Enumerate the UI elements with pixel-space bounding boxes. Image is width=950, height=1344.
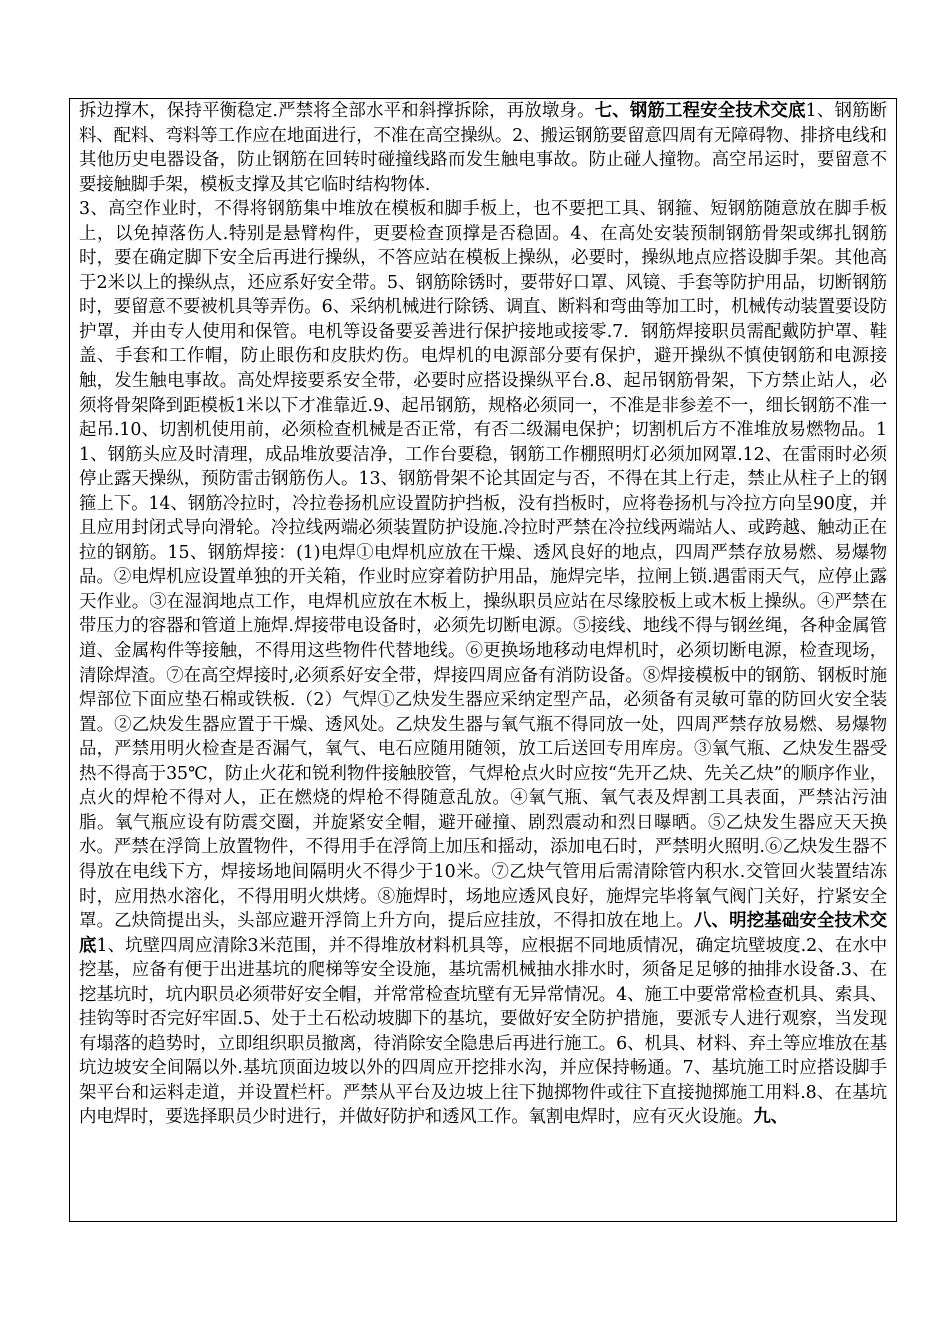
section-heading-7: 七、钢筋工程安全技术交底 [594, 101, 806, 121]
document-body-text [70, 99, 896, 1130]
document-frame [69, 98, 897, 1222]
text-segment: 3、高空作业时，不得将钢筋集中堆放在模板和脚手板上，也不要把工具、钢箍、短钢筋随意放在脚手板上，以免掉落伤人.特别是悬臂构件，更要检查顶撑是否稳固。4、在高处安装预制钢筋骨架或绑扎钢筋时，要在确定脚下安全后再进行操纵，不答应站在模板上操纵，必要时，操纵地点应搭设脚手架。其他高于2米以上的操纵点，还应系好安全带。5、钢筋除锈时，要带好口罩、风镜、手套等防护用品，切断钢筋时，要留意不要被机具等弄伤。6、采纳机械进行除锈、调直、断料和弯曲等加工时，机械传动装置要设防护罩，并由专人使用和保管。电机等设备要妥善进行保护接地或接零.7．钢筋焊接职员需配戴防护罩、鞋盖、手套和工作帽，防止眼伤和皮肤灼伤。电焊机的电源部分要有保护，避开操纵不慎使钢筋和电源接触，发生触电事故。高处焊接要系安全带，必要时应搭设操纵平台.8、起吊钢筋骨架，下方禁止站人，必须将骨架降到距模板1米以下才准靠近.9、起吊钢筋，规格必须同一，不准是非参差不一，细长钢筋不准一起吊.10、切割机使用前，必须检查机械是否正常，有否二级漏电保护；切割机后方不准堆放易燃物品。11、钢筋头应及时清理，成品堆放要洁净，工作台要稳，钢筋工作棚照明灯必须加网罩.12、在雷雨时必须停止露天操纵，预防雷击钢筋伤人。13、钢筋骨架不论其固定与否，不得在其上行走，禁止从柱子上的钢箍上下。14、钢筋冷拉时，冷拉卷扬机应设置防护挡板，没有挡板时，应将卷扬机与冷拉方向呈90度，并且应用封闭式导向滑轮。冷拉线两端必须装置防护设施.冷拉时严禁在冷拉线两端站人、或跨越、触动正在拉的钢筋。15、钢筋焊接：(1)电焊①电焊机应放在干燥、透风良好的地点，四周严禁存放易燃、易爆物品。②电焊机应设置单独的开关箱，作业时应穿着防护用品，施焊完毕，拉闸上锁.遇雷雨天气，应停止露天作业。③在湿润地点工作，电焊机应放在木板上，操纵职员应站在尽缘胶板上或木板上操纵。④严禁在带压力的容器和管道上施焊.焊接带电设备时，必须先切断电源。⑤接线、地线不得与钢丝绳，各种金属管道、金属构件等接触，不得用这些物件代替地线。⑥更换场地移动电焊机时，必须切断电源，检查现场，清除焊渣。⑦在高空焊接时,必须系好安全带，焊接四周应备有消防设备。⑧焊接模板中的钢筋、钢板时施焊部位下面应垫石棉或铁板.（2）气焊①乙炔发生器应采纳定型产品，必须备有灵敏可靠的防回火安全装置。②乙炔发生器应置于干燥、透风处。乙炔发生器与氧气瓶不得同放一处，四周严禁存放易燃、易爆物品，严禁用明火检查是否漏气，氧气、电石应随用随领，放工后送回专用库房。③氧气瓶、乙炔发生器受热不得高于35℃，防止火花和锐利物件接触胶管，气焊枪点火时应按“先开乙炔、先关乙炔”的顺序作业，点火的焊枪不得对人，正在燃烧的焊枪不得随意乱放。④氧气瓶、氧气表及焊割工具表面，严禁沾污油脂。氧气瓶应设有防震交圈，并旋紧安全帽，避开碰撞、剧烈震动和烈日曝晒。⑤乙炔发生器应天天换水。严禁在浮筒上放置物件，不得用手在浮筒上加压和摇动，添加电石时，严禁明火照明.⑥乙炔发生器不得放在电线下方，焊接场地间隔明火不得少于10米。⑦乙炔气管用后需清除管内积水.交管回火装置结冻时，应用热水溶化，不得用明火烘烤。⑧施焊时，场地应透风良好，施焊完毕将氧气阀门关好，拧紧安全罩。乙炔筒提出头，头部应避开浮筒上升方向，提后应挂放，不得扣放在地上。 [79, 199, 887, 932]
text-segment: 拆边撑木，保持平衡稳定.严禁将全部水平和斜撑拆除，再放墩身。 [79, 101, 595, 121]
text-segment: 1、钢筋断料、配料、弯料等工作应在地面进行，不准在高空操纵。2、搬运钢筋要留意四周有无障碍物、排挤电线和其他历史电器设备，防止钢筋在回转时碰撞线路而发生触电事故。防止碰人撞物。高空吊运时，要留意不要接触脚手架，模板支撑及其它临时结构物体. [79, 101, 887, 195]
section-heading-9: 九、 [753, 1107, 788, 1128]
text-segment: 1、坑壁四周应清除3米范围，并不得堆放材料机具等，应根据不同地质情况，确定坑壁坡度.2、在水中挖基，应备有便于出进基坑的爬梯等安全设施，基坑需机械抽水排水时，须备足足够的抽排水设备.3、在挖基坑时，坑内职员必须带好安全帽，并常常检查坑壁有无异常情况。4、施工中要常常检查机具、索具、挂钩等时否完好牢固.5、处于土石松动坡脚下的基坑，要做好安全防护措施，要派专人进行观察，当发现有塌落的趋势时，立即组织职员撤离，待消除安全隐患后再进行施工。6、机具、材料、弃土等应堆放在基坑边坡安全间隔以外.基坑顶面边坡以外的四周应开挖排水沟，并应保持畅通。7、基坑施工时应搭设脚手架平台和运料走道，并设置栏杆。严禁从平台及边坡上往下抛掷物件或往下直接抛掷施工用料.8、在基坑内电焊时，要选择职员少时进行，并做好防护和透风工作。氧割电焊时，应有灭火设施。 [79, 935, 887, 1128]
section-heading-8: 八、明挖基础安全技术交底 [79, 911, 887, 956]
